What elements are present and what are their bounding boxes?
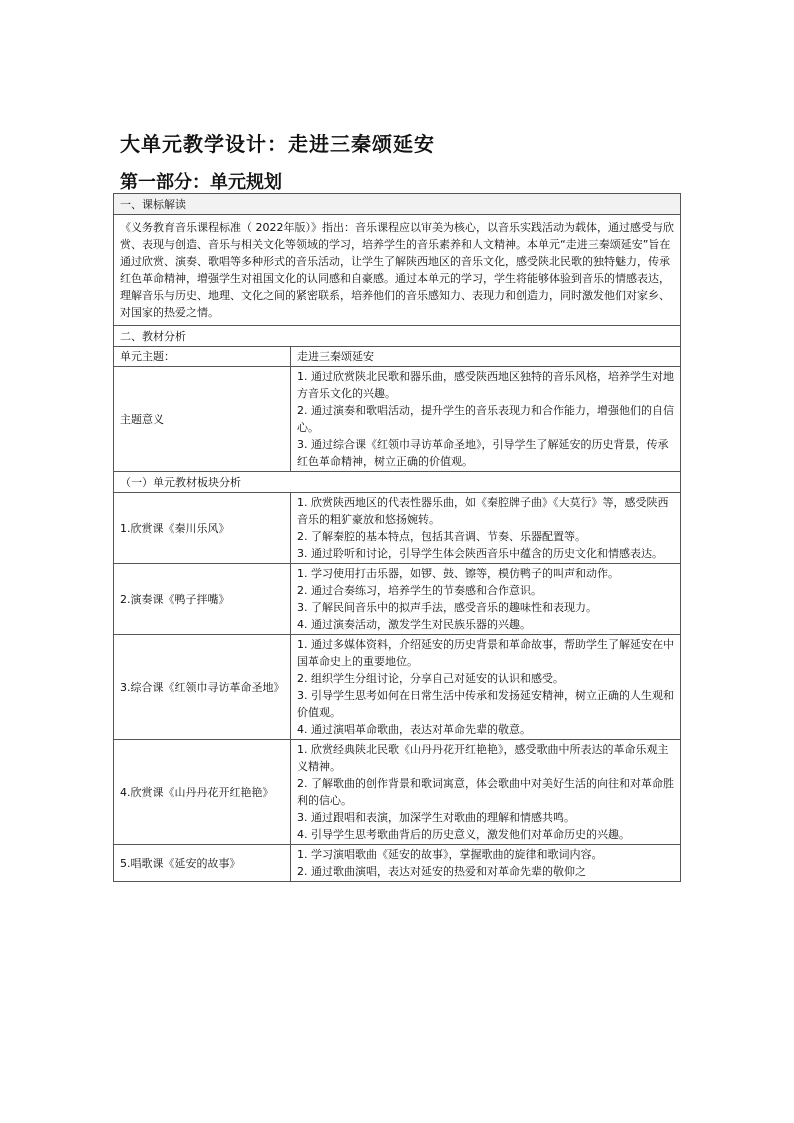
lesson-content [291, 564, 681, 635]
table-row [114, 845, 681, 882]
lesson-content [291, 635, 681, 740]
lesson-name: 5.唱歌课《延安的故事》 [114, 845, 291, 882]
document-title: 大单元教学设计：走进三秦颂延安 [120, 132, 435, 156]
list-item: 3. 引导学生思考如何在日常生活中传承和发扬延安精神，树立正确的人生观和价值观。 [297, 689, 674, 719]
meaning-label: 主题意义 [114, 367, 291, 472]
lesson-name: 3.综合课《红领巾寻访革命圣地》 [114, 635, 291, 740]
list-item: 4. 引导学生思考歌曲背后的历史意义，激发他们对革命历史的兴趣。 [297, 828, 630, 841]
table-row [114, 493, 681, 564]
list-item: 1. 通过多媒体资料，介绍延安的历史背景和革命故事，帮助学生了解延安在中国革命史上的重要地位。 [297, 638, 674, 668]
list-item: 3. 通过综合课《红领巾寻访革命圣地》，引导学生了解延安的历史背景，传承红色革命精神，树立正确的价值观。 [297, 438, 669, 468]
table-row [114, 367, 681, 472]
table-row [114, 326, 681, 347]
list-item: 1. 学习使用打击乐器，如锣、鼓、镲等，模仿鸭子的叫声和动作。 [297, 567, 619, 580]
lesson-content [291, 493, 681, 564]
table-row [114, 564, 681, 635]
lesson-name: 2.演奏课《鸭子拌嘴》 [114, 564, 291, 635]
textbook-heading: 二、教材分析 [114, 326, 681, 347]
lesson-name: 4.欣赏课《山丹丹花开红艳艳》 [114, 740, 291, 845]
list-item: 2. 通过歌曲演唱，表达对延安的热爱和对革命先辈的敬仰之 [297, 865, 586, 878]
list-item: 2. 通过演奏和歌唱活动，提升学生的音乐表现力和合作能力，增强他们的自信心。 [297, 404, 674, 434]
lesson-content [291, 845, 681, 882]
list-item: 3. 通过聆听和讨论，引导学生体会陕西音乐中蕴含的历史文化和情感表达。 [297, 547, 663, 560]
lesson-name: 1.欣赏课《秦川乐风》 [114, 493, 291, 564]
unit-plan-table [113, 193, 681, 882]
list-item: 4. 通过演唱革命歌曲，表达对革命先辈的敬意。 [297, 723, 531, 736]
table-row [114, 194, 681, 215]
table-row [114, 215, 681, 326]
theme-value: 走进三秦颂延安 [291, 347, 681, 367]
list-item: 1. 通过欣赏陕北民歌和器乐曲，感受陕西地区独特的音乐风格，培养学生对地方音乐文化的兴趣。 [297, 370, 674, 400]
theme-label: 单元主题： [114, 347, 291, 367]
list-item: 2. 了解秦腔的基本特点，包括其音调、节奏、乐器配置等。 [297, 530, 586, 543]
meaning-content [291, 367, 681, 472]
list-item: 1. 学习演唱歌曲《延安的故事》，掌握歌曲的旋律和歌词内容。 [297, 848, 603, 861]
table-row [114, 740, 681, 845]
list-item: 1. 欣赏陕西地区的代表性器乐曲，如《秦腔牌子曲》《大莫行》等，感受陕西音乐的粗犷豪放和悠扬婉转。 [297, 496, 669, 526]
blocks-heading: （一）单元教材板块分析 [114, 472, 681, 493]
curriculum-heading: 一、课标解读 [114, 194, 681, 215]
list-item: 1. 欣赏经典陕北民歌《山丹丹花开红艳艳》，感受歌曲中所表达的革命乐观主义精神。 [297, 743, 669, 773]
list-item: 3. 了解民间音乐中的拟声手法，感受音乐的趣味性和表现力。 [297, 601, 597, 614]
list-item: 3. 通过跟唱和表演，加深学生对歌曲的理解和情感共鸣。 [297, 811, 575, 824]
list-item: 2. 了解歌曲的创作背景和歌词寓意，体会歌曲中对美好生活的向往和对革命胜利的信心。 [297, 777, 674, 807]
table-row [114, 635, 681, 740]
lesson-content [291, 740, 681, 845]
curriculum-text: 《义务教育音乐课程标准（ 2022年版）》指出：音乐课程应以审美为核心，以音乐实践活动为载体，通过感受与欣赏、表现与创造、音乐与相关文化等领域的学习，培养学生的音乐素养和人文精神。本单元“走进三秦颂延安”旨在通过欣赏、演奏、歌唱等多种形式的音乐活动，让学生了解陕西地区的音乐文化，感受陕北民歌的独特魅力，传承红色革命精神，增强学生对祖国文化的认同感和自豪感。通过本单元的学习，学生将能够体验到音乐的情感表达，理解音乐与历史、地理、文化之间的紧密联系，培养他们的音乐感知力、表现力和创造力，同时激发他们对家乡、对国家的热爱之情。 [114, 215, 681, 326]
table-row [114, 472, 681, 493]
list-item: 2. 组织学生分组讨论，分享自己对延安的认识和感受。 [297, 672, 564, 685]
list-item: 2. 通过合奏练习，培养学生的节奏感和合作意识。 [297, 584, 542, 597]
table-row [114, 347, 681, 367]
list-item: 4. 通过演奏活动，激发学生对民族乐器的兴趣。 [297, 618, 531, 631]
part-title: 第一部分：单元规划 [120, 172, 282, 193]
